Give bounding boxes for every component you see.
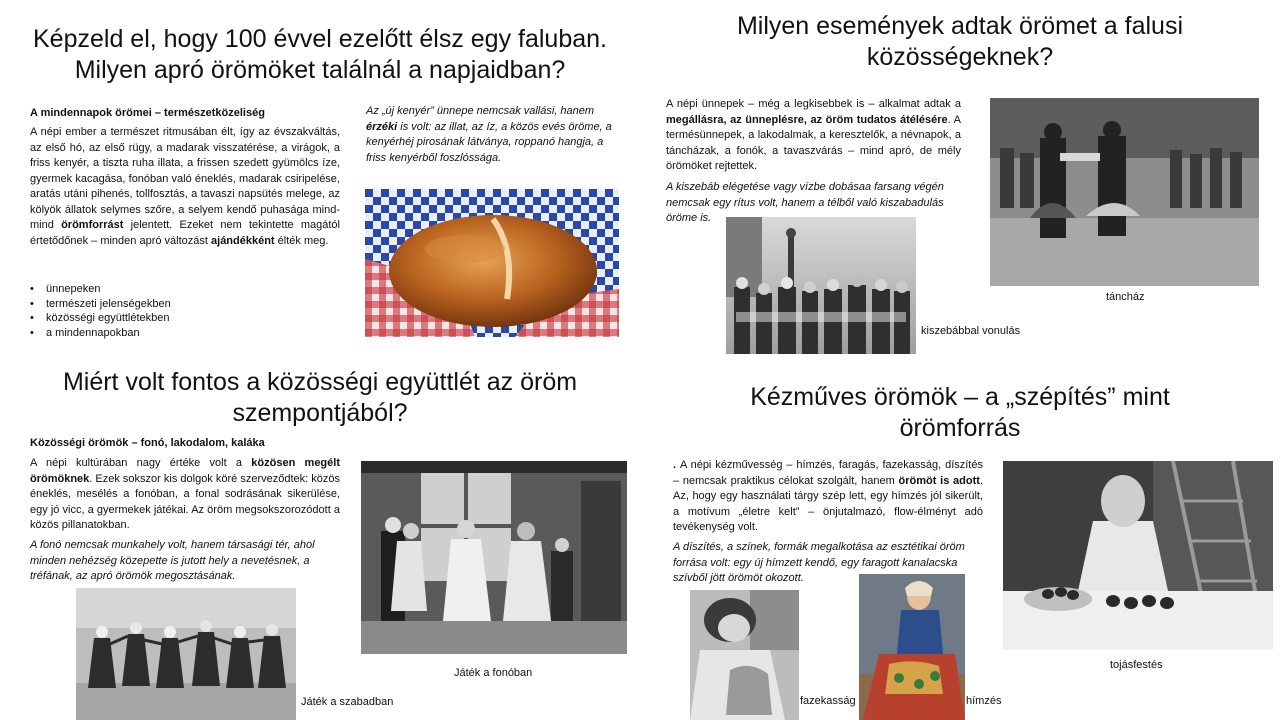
q1-italic-note: Az „új kenyér” ünnepe nemcsak vallási, hanem érzéki is volt: az illat, az íz, a közös evés öröme, a kenyérhéj pirosának látványa, roppanó hangja, a friss kenyérből foszlóssága. bbox=[366, 105, 612, 164]
q1-subtitle: A mindennapok örömei – természetközeliség bbox=[30, 107, 265, 119]
szabadban-photo bbox=[76, 588, 296, 720]
q4-title: Kézműves örömök – a „szépítés” mint örömforrás bbox=[750, 383, 1170, 442]
himzes-photo bbox=[859, 574, 965, 720]
caption-fazekassag: fazekasság bbox=[800, 695, 856, 707]
q2-paragraph: A népi ünnepek – még a legkisebbek is – alkalmat adtak a megállásra, az ünneplésre, az öröm tudatos átélésére. A termésünnepek, a lakodalmak, a keresztelők, a névnapok, a táncházak, a fonók, a tavaszvárás – mind apró, de mély örömöket rejtettek. bbox=[666, 98, 961, 172]
q1-paragraph: A népi ember a természet ritmusában élt, így az évszakváltás, az első hó, az első rügy, a madarak visszatérése, a virágok, a friss kenyér, a tiszta ruha illata, a frissen szedett gyümölcs íze, gyermek kacagása, fonóban való éneklés, madarak csiripelése, aratás utáni pihenés, tollfosztás, a tavaszi napsütés melege, az kölyök állatok selymes szőre, a selyem kendő puhasága mind-mind örömforrást jelentett. Ezeket nem tekintette magától értetődőnek – minden apró változást ajándékként élték meg. bbox=[30, 126, 340, 247]
q2-title: Milyen események adtak örömet a falusi közösségeknek? bbox=[736, 12, 1184, 71]
caption-fono: Játék a fonóban bbox=[454, 667, 533, 679]
list-item: • ünnepeken bbox=[30, 282, 330, 297]
caption-himzes: hímzés bbox=[966, 695, 1002, 707]
q3-title: Miért volt fontos a közösségi együttlét az öröm szempontjából? bbox=[62, 368, 578, 427]
fazekassag-photo bbox=[690, 590, 799, 720]
list-item: • közösségi együttlétekben bbox=[30, 311, 330, 326]
fono-photo bbox=[361, 461, 627, 654]
list-item: • a mindennapokban bbox=[30, 326, 330, 341]
bread-photo bbox=[365, 189, 619, 337]
caption-tojasfestes: tojásfestés bbox=[1110, 659, 1163, 671]
caption-szabadban: Játék a szabadban bbox=[301, 696, 394, 708]
q3-subtitle: Közösségi örömök – fonó, lakodalom, kaláka bbox=[30, 437, 265, 449]
q4-paragraph: . A népi kézművesség – hímzés, faragás, fazekasság, díszítés – nemcsak praktikus célokat szolgált, hanem örömöt is adott. Az, hogy egy használati tárgy szép lett, egy hímzés jól sikerült, a motívum „életre kelt” – önjutalmazó, flow-élményt adó tevékenység volt. bbox=[673, 459, 983, 533]
kiszebab-procession-photo bbox=[726, 217, 916, 354]
tojasfestes-photo bbox=[1003, 461, 1273, 650]
caption-kiszebab: kiszebábbal vonulás bbox=[921, 325, 1021, 337]
q3-paragraph: A népi kultúrában nagy értéke volt a közösen megélt örömöknek. Ezek sokszor kis dolgok köré szerveződtek: közös éneklés, mesélés a fonóban, a fonal sodrásának sikerülése, egy jó vicc, a gyermekek játékai. Az öröm megsokszorozódott a közös pillanatokban. bbox=[30, 457, 340, 531]
q3-italic-note: A fonó nemcsak munkahely volt, hanem társasági tér, ahol minden nehézség közepette is jutott hely a nevetésnek, a tréfának, az apró örömök megosztásának. bbox=[30, 539, 315, 582]
tanchaz-photo bbox=[990, 98, 1259, 286]
q1-bullet-list bbox=[30, 282, 330, 340]
caption-tanchaz: táncház bbox=[1106, 291, 1145, 303]
q1-title: Képzeld el, hogy 100 évvel ezelőtt élsz egy faluban. Milyen apró örömöket találnál a napjaidban? bbox=[33, 25, 607, 84]
q2-italic-note: A kiszebáb elégetése vagy vízbe dobásaa farsang végén nemcsak egy rítus volt, hanem a télből való kiszabadulás öröme is. bbox=[666, 181, 944, 224]
q4-italic-note: A díszítés, a színek, formák megalkotása az esztétikai öröm forrása volt: egy új hímzett kendő, egy faragott kanalacska szívből jött örömöt okozott. bbox=[673, 541, 965, 584]
list-item: • természeti jelenségekben bbox=[30, 297, 330, 312]
